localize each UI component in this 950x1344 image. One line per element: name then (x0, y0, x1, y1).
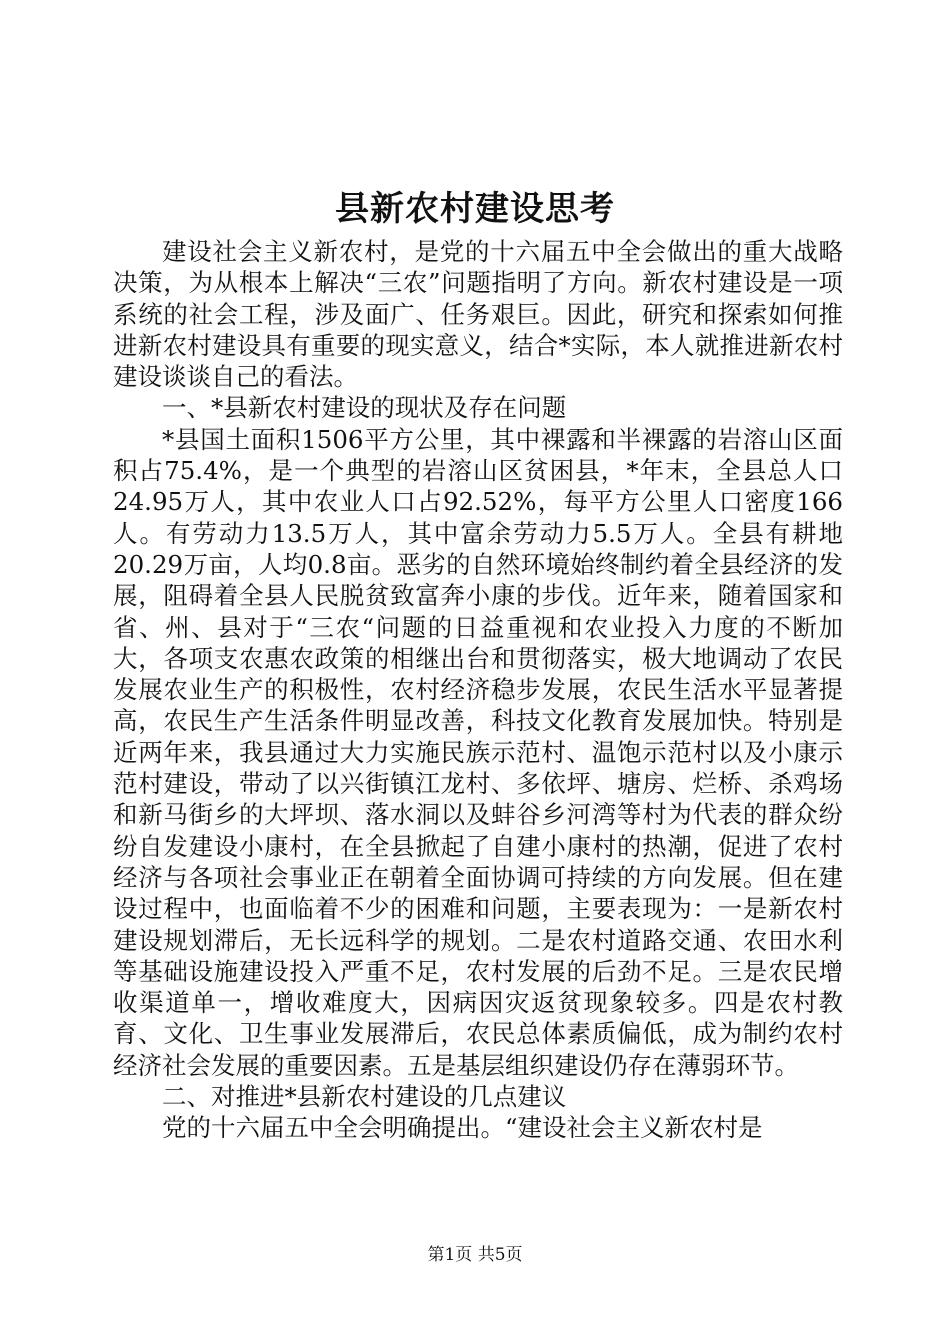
intro-paragraph: 建设社会主义新农村，是党的十六届五中全会做出的重大战略决策，为从根本上解决“三农”问题指明了方向。新农村建设是一项系统的社会工程，涉及面广、任务艰巨。因此，研究和探索如何推进新农村建设具有重要的现实意义，结合*实际，本人就推进新农村建设谈谈自己的看法。 (113, 237, 843, 392)
document-body (113, 236, 843, 1144)
section-heading-2: 二、对推进*县新农村建设的几点建议 (162, 1082, 567, 1112)
status-paragraph: *县国土面积1506平方公里，其中裸露和半裸露的岩溶山区面积占75.4%，是一个典型的岩溶山区贫困县，*年末，全县总人口24.95万人，其中农业人口占92.52%，每平方公里人口密度166人。有劳动力13.5万人，其中富余劳动力5.5万人。全县有耕地20.29万亩，人均0.8亩。恶劣的自然环境始终制约着全县经济的发展，阻碍着全县人民脱贫致富奔小康的步伐。近年来，随着国家和省、州、县对于“三农“问题的日益重视和农业投入力度的不断加大，各项支农惠农政策的相继出台和贯彻落实，极大地调动了农民发展农业生产的积极性，农村经济稳步发展，农民生活水平显著提高，农民生产生活条件明显改善，科技文化教育发展加快。特别是近两年来，我县通过大力实施民族示范村、温饱示范村以及小康示范村建设，带动了以兴街镇江龙村、多依坪、塘房、烂桥、杀鸡场和新马街乡的大坪坝、落水洞以及蚌谷乡河湾等村为代表的群众纷纷自发建设小康村，在全县掀起了自建小康村的热潮，促进了农村经济与各项社会事业正在朝着全面协调可持续的方向发展。但在建设过程中，也面临着不少的困难和问题，主要表现为：一是新农村建设规划滞后，无长远科学的规划。二是农村道路交通、农田水利等基础设施建设投入严重不足，农村发展的后劲不足。三是农民增收渠道单一，增收难度大，因病因灾返贫现象较多。四是农村教育、文化、卫生事业发展滞后，农民总体素质偏低，成为制约农村经济社会发展的重要因素。五是基层组织建设仍存在薄弱环节。 (113, 424, 843, 1080)
page-number-footer: 第1页 共5页 (427, 1245, 523, 1265)
document-title: 县新农村建设思考 (335, 189, 615, 229)
suggestion-paragraph: 党的十六届五中全会明确提出。“建设社会主义新农村是 (162, 1113, 763, 1143)
section-heading-1: 一、*县新农村建设的现状及存在问题 (162, 393, 567, 423)
